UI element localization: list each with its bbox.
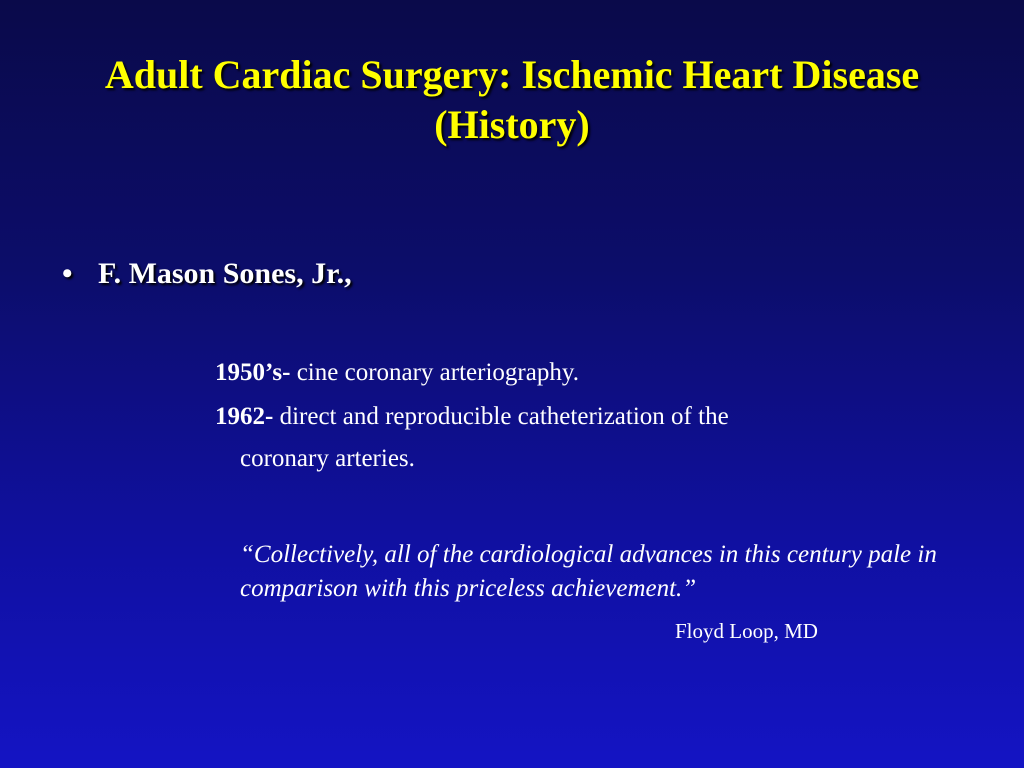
bullet-marker: • — [62, 257, 73, 290]
slide-title: Adult Cardiac Surgery: Ischemic Heart Disease (History) — [104, 52, 920, 147]
entry-year: 1950’s- — [215, 359, 291, 386]
history-entry-1950s — [215, 352, 895, 394]
quote: “Collectively, all of the cardiological advances in this century pale in comparison with this priceless achievement.” — [240, 541, 937, 602]
bullet-text: F. Mason Sones, Jr., — [98, 257, 352, 290]
entry-continuation: coronary arteries. — [240, 445, 415, 472]
history-entry-1962 — [215, 396, 895, 480]
entry-text: direct and reproducible catheterization of the — [273, 403, 729, 430]
bullet-item — [62, 257, 352, 291]
quote-attribution: Floyd Loop, MD — [675, 619, 818, 643]
entry-year: 1962- — [215, 403, 274, 430]
entry-text: cine coronary arteriography. — [290, 359, 579, 386]
